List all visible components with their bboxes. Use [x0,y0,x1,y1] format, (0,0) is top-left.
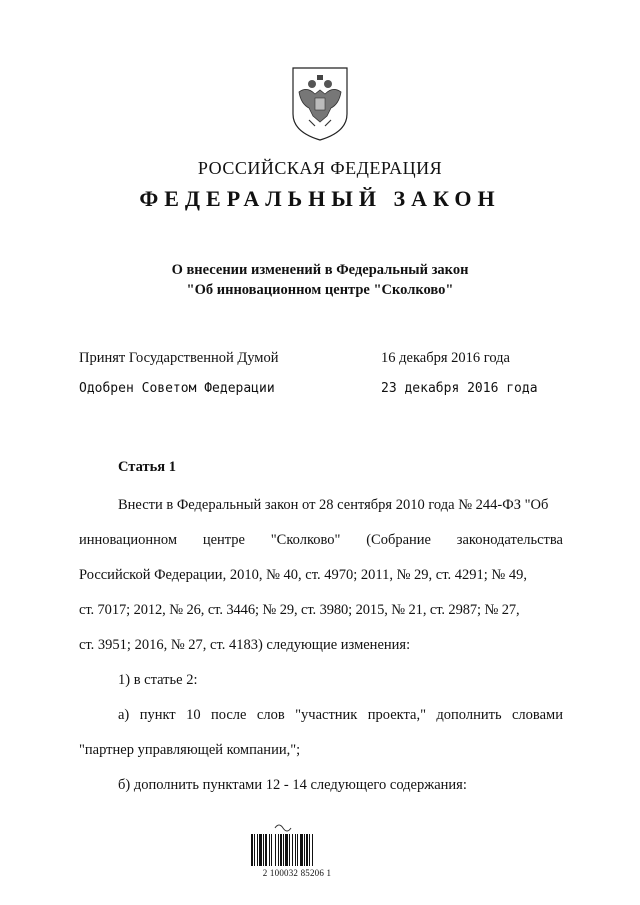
article-word: инновационном [79,532,178,548]
article-word: дополнить [436,707,502,723]
approved-by-federation-label: Одобрен Советом Федерации [79,381,275,396]
article-text-line: ст. 3951; 2016, № 27, ст. 4183) следующие изменения: [79,637,411,653]
barcode-bar [304,834,305,866]
article-word: после [211,707,247,723]
article-word: "участник [295,707,358,723]
barcode-bar [271,834,272,866]
coat-of-arms-emblem [287,64,353,142]
barcode-bar [300,834,303,866]
barcode-bar [289,834,290,866]
barcode-bar [295,834,296,866]
adopted-by-duma-date: 16 декабря 2016 года [381,350,510,366]
barcode-bar [275,834,276,866]
article-text-line: Внести в Федеральный закон от 28 сентября 2010 года № 244-ФЗ "Об [118,497,549,513]
adopted-by-duma-label: Принят Государственной Думой [79,350,279,366]
barcode-bar [309,834,310,866]
law-subject-line-1: О внесении изменений в Федеральный закон [171,262,469,278]
barcode-bar [312,834,313,866]
barcode-bar [259,834,262,866]
barcode-bar [285,834,288,866]
article-word: а) [118,707,130,723]
article-word: "Сколково" [270,532,341,548]
article-word: (Собрание [366,532,431,548]
article-word: 10 [186,707,201,723]
article-text-line-justified [118,707,563,724]
barcode-bar [263,834,264,866]
barcode-bar [269,834,270,866]
country-title: РОССИЙСКАЯ ФЕДЕРАЦИЯ [197,158,443,178]
article-text-line: "партнер управляющей компании,"; [79,742,301,758]
article-text-line: ст. 7017; 2012, № 26, ст. 3446; № 29, ст. 3980; 2015, № 21, ст. 2987; № 27, [79,602,520,618]
barcode-number: 2 100032 85206 1 [262,868,332,878]
barcode-bar [297,834,298,866]
article-text-line-justified [79,532,563,549]
article-text-line: 1) в статье 2: [118,672,198,688]
article-text-line: Российской Федерации, 2010, № 40, ст. 4970; 2011, № 29, ст. 4291; № 49, [79,567,527,583]
barcode-bar [254,834,255,866]
article-word: законодательства [456,532,563,548]
article-title: Статья 1 [118,459,176,475]
barcode-bar [280,834,282,866]
barcode-bar [257,834,258,866]
barcode-bar [265,834,267,866]
article-word: проекта," [367,707,426,723]
barcode-mark [275,825,291,831]
barcode-bar [306,834,308,866]
law-type-heading: ФЕДЕРАЛЬНЫЙ ЗАКОН [139,186,501,211]
article-word: словами [512,707,563,723]
article-word: пункт [139,707,176,723]
law-subject-line-2: "Об инновационном центре "Сколково" [186,282,454,298]
barcode-bar [283,834,284,866]
barcode-bar [292,834,293,866]
article-text-line: б) дополнить пунктами 12 - 14 следующего содержания: [118,777,467,793]
article-word: центре [202,532,245,548]
barcode-bar [278,834,279,866]
barcode-bar [251,834,253,866]
approved-by-federation-date: 23 декабря 2016 года [381,381,538,396]
article-word: слов [256,707,285,723]
